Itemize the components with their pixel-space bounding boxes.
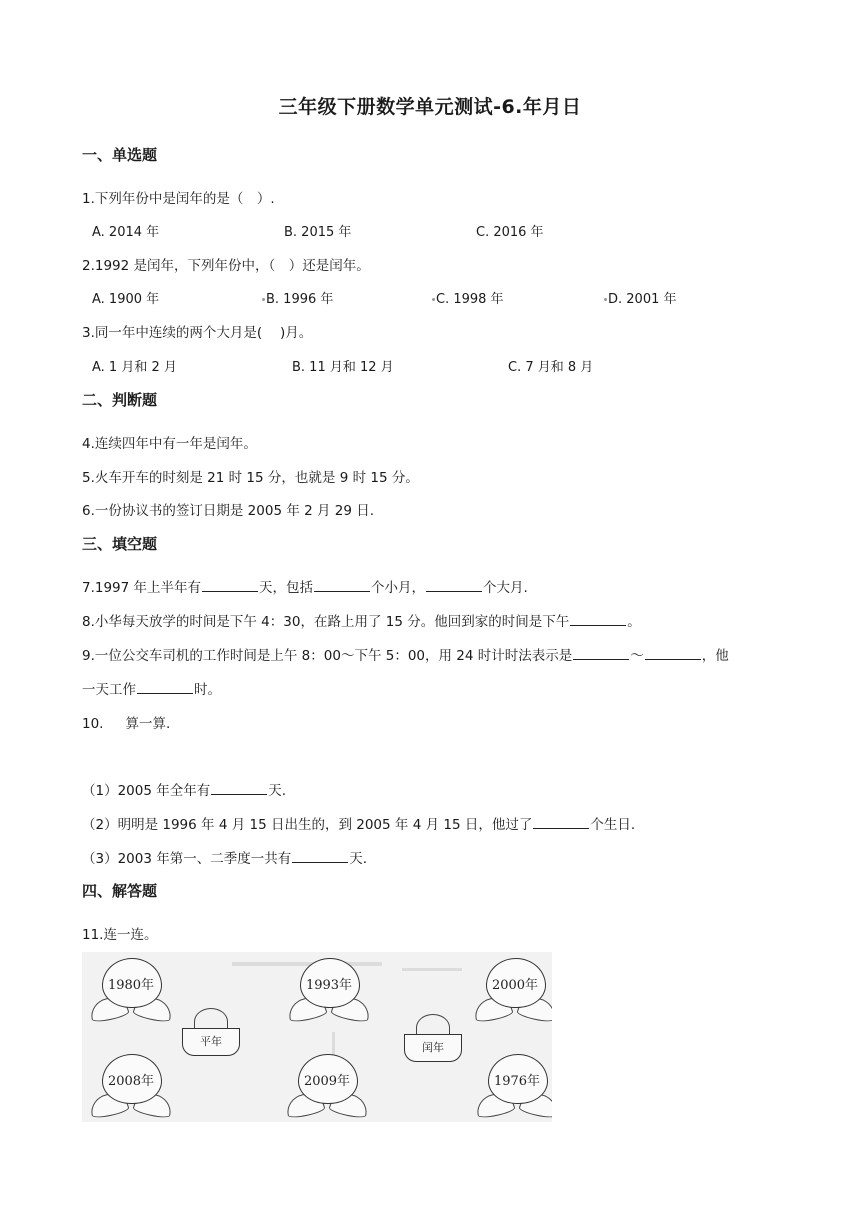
- q9-text-3: ，他: [701, 648, 729, 664]
- q2-option-d[interactable]: [604, 288, 677, 307]
- question-3-stem: 3.同一年中连续的两个大月是( )月。: [82, 325, 313, 341]
- q9-blank-end[interactable]: [645, 647, 701, 660]
- q8-text-1: 8.小华每天放学的时间是下午 4：30，在路上用了 15 分。他回到家的时间是下午: [82, 614, 570, 630]
- q10-1-blank[interactable]: [211, 782, 267, 795]
- q3-option-c[interactable]: C. 7 月和 8 月: [508, 360, 594, 375]
- peach-label: 1976年: [493, 1074, 541, 1089]
- q1-option-c[interactable]: C. 2016 年: [476, 225, 544, 240]
- q9-text-4: 一天工作: [82, 682, 136, 698]
- question-10-stem: [82, 712, 170, 732]
- peach-2009[interactable]: [286, 1054, 368, 1116]
- q2-option-b-label: B. 1996 年: [266, 292, 334, 307]
- question-7: [82, 576, 528, 596]
- question-5: 5.火车开车的时刻是 21 时 15 分，也就是 9 时 15 分。: [82, 470, 419, 486]
- q3-option-b[interactable]: B. 11 月和 12 月: [292, 360, 394, 375]
- bullet-dot-icon: [432, 298, 435, 301]
- page-title: 三年级下册数学单元测试-6.年月日: [278, 96, 582, 118]
- question-9-line-2: [82, 678, 221, 698]
- matching-figure: [82, 952, 552, 1122]
- peach-label: 1993年: [305, 978, 353, 993]
- peach-label: 2000年: [491, 978, 539, 993]
- basket-common-year[interactable]: [182, 1008, 240, 1058]
- q7-text-4: 个大月.: [483, 580, 528, 596]
- q10-3-blank[interactable]: [292, 850, 348, 863]
- peach-1980[interactable]: [90, 958, 172, 1020]
- question-4: 4.连续四年中有一年是闰年。: [82, 436, 257, 452]
- q2-option-c[interactable]: [432, 288, 504, 307]
- peach-label: 1980年: [107, 978, 155, 993]
- question-8: [82, 610, 641, 630]
- q2-option-d-label: D. 2001 年: [608, 292, 677, 307]
- q7-blank-small-months[interactable]: [314, 579, 370, 592]
- section-answer: 四、解答题: [82, 882, 158, 900]
- q7-blank-days[interactable]: [202, 579, 258, 592]
- q9-text-2: ～: [630, 648, 644, 664]
- section-fill-blank: 三、填空题: [82, 535, 158, 553]
- q9-blank-hours[interactable]: [137, 681, 193, 694]
- q7-text-3: 个小月，: [371, 580, 426, 596]
- q7-blank-big-months[interactable]: [426, 579, 482, 592]
- q2-option-a[interactable]: A. 1900 年: [92, 292, 160, 307]
- question-10-part-3: [82, 847, 367, 867]
- peach-label: 2009年: [303, 1074, 351, 1089]
- question-2-stem: 2.1992 是闰年，下列年份中，（ ）还是闰年。: [82, 258, 370, 274]
- question-11-stem: 11.连一连。: [82, 927, 158, 943]
- q1-option-a[interactable]: A. 2014 年: [92, 225, 160, 240]
- q10-3-text-1: （3）2003 年第一、二季度一共有: [82, 851, 292, 867]
- question-10-part-2: [82, 813, 635, 833]
- q3-option-a[interactable]: A. 1 月和 2 月: [92, 360, 177, 375]
- peach-label: 2008年: [107, 1074, 155, 1089]
- basket-leap-year[interactable]: [404, 1014, 462, 1064]
- q9-blank-start[interactable]: [573, 647, 629, 660]
- q10-2-text-2: 个生日.: [590, 817, 636, 833]
- peach-2000[interactable]: [474, 958, 552, 1020]
- bullet-dot-icon: [604, 298, 607, 301]
- question-9-line-1: [82, 644, 729, 664]
- q9-text-5: 时。: [194, 682, 221, 698]
- question-6: 6.一份协议书的签订日期是 2005 年 2 月 29 日.: [82, 503, 375, 519]
- basket-label: 平年: [182, 1028, 240, 1056]
- q7-text-1: 7.1997 年上半年有: [82, 580, 202, 596]
- q10-2-blank[interactable]: [533, 816, 589, 829]
- q10-2-text-1: （2）明明是 1996 年 4 月 15 日出生的，到 2005 年 4 月 15 日，他过了: [82, 817, 533, 833]
- q10-1-text-1: （1）2005 年全年有: [82, 783, 211, 799]
- q10-1-text-2: 天.: [268, 783, 287, 799]
- section-true-false: 二、判断题: [82, 391, 158, 409]
- q1-option-b[interactable]: B. 2015 年: [284, 225, 352, 240]
- peach-1993[interactable]: [288, 958, 370, 1020]
- q7-text-2: 天，包括: [259, 580, 314, 596]
- q8-text-2: 。: [627, 614, 641, 630]
- basket-label: 闰年: [404, 1034, 462, 1062]
- q8-blank-arrival[interactable]: [570, 613, 626, 626]
- q10-stem-text: 算一算.: [125, 716, 171, 732]
- q2-option-c-label: C. 1998 年: [436, 292, 504, 307]
- question-10-part-1: [82, 779, 286, 799]
- section-single-choice: 一、单选题: [82, 146, 158, 164]
- bullet-dot-icon: [262, 298, 265, 301]
- q2-option-b[interactable]: [262, 288, 333, 307]
- q10-3-text-2: 天.: [349, 851, 368, 867]
- peach-2008[interactable]: [90, 1054, 172, 1116]
- peach-1976[interactable]: [476, 1054, 552, 1116]
- q10-number: 10.: [82, 716, 104, 732]
- question-1-stem: 1.下列年份中是闰年的是（ ）.: [82, 191, 275, 207]
- q9-text-1: 9.一位公交车司机的工作时间是上午 8：00～下午 5：00，用 24 时计时法表示是: [82, 648, 573, 664]
- scan-smudge: [402, 968, 462, 971]
